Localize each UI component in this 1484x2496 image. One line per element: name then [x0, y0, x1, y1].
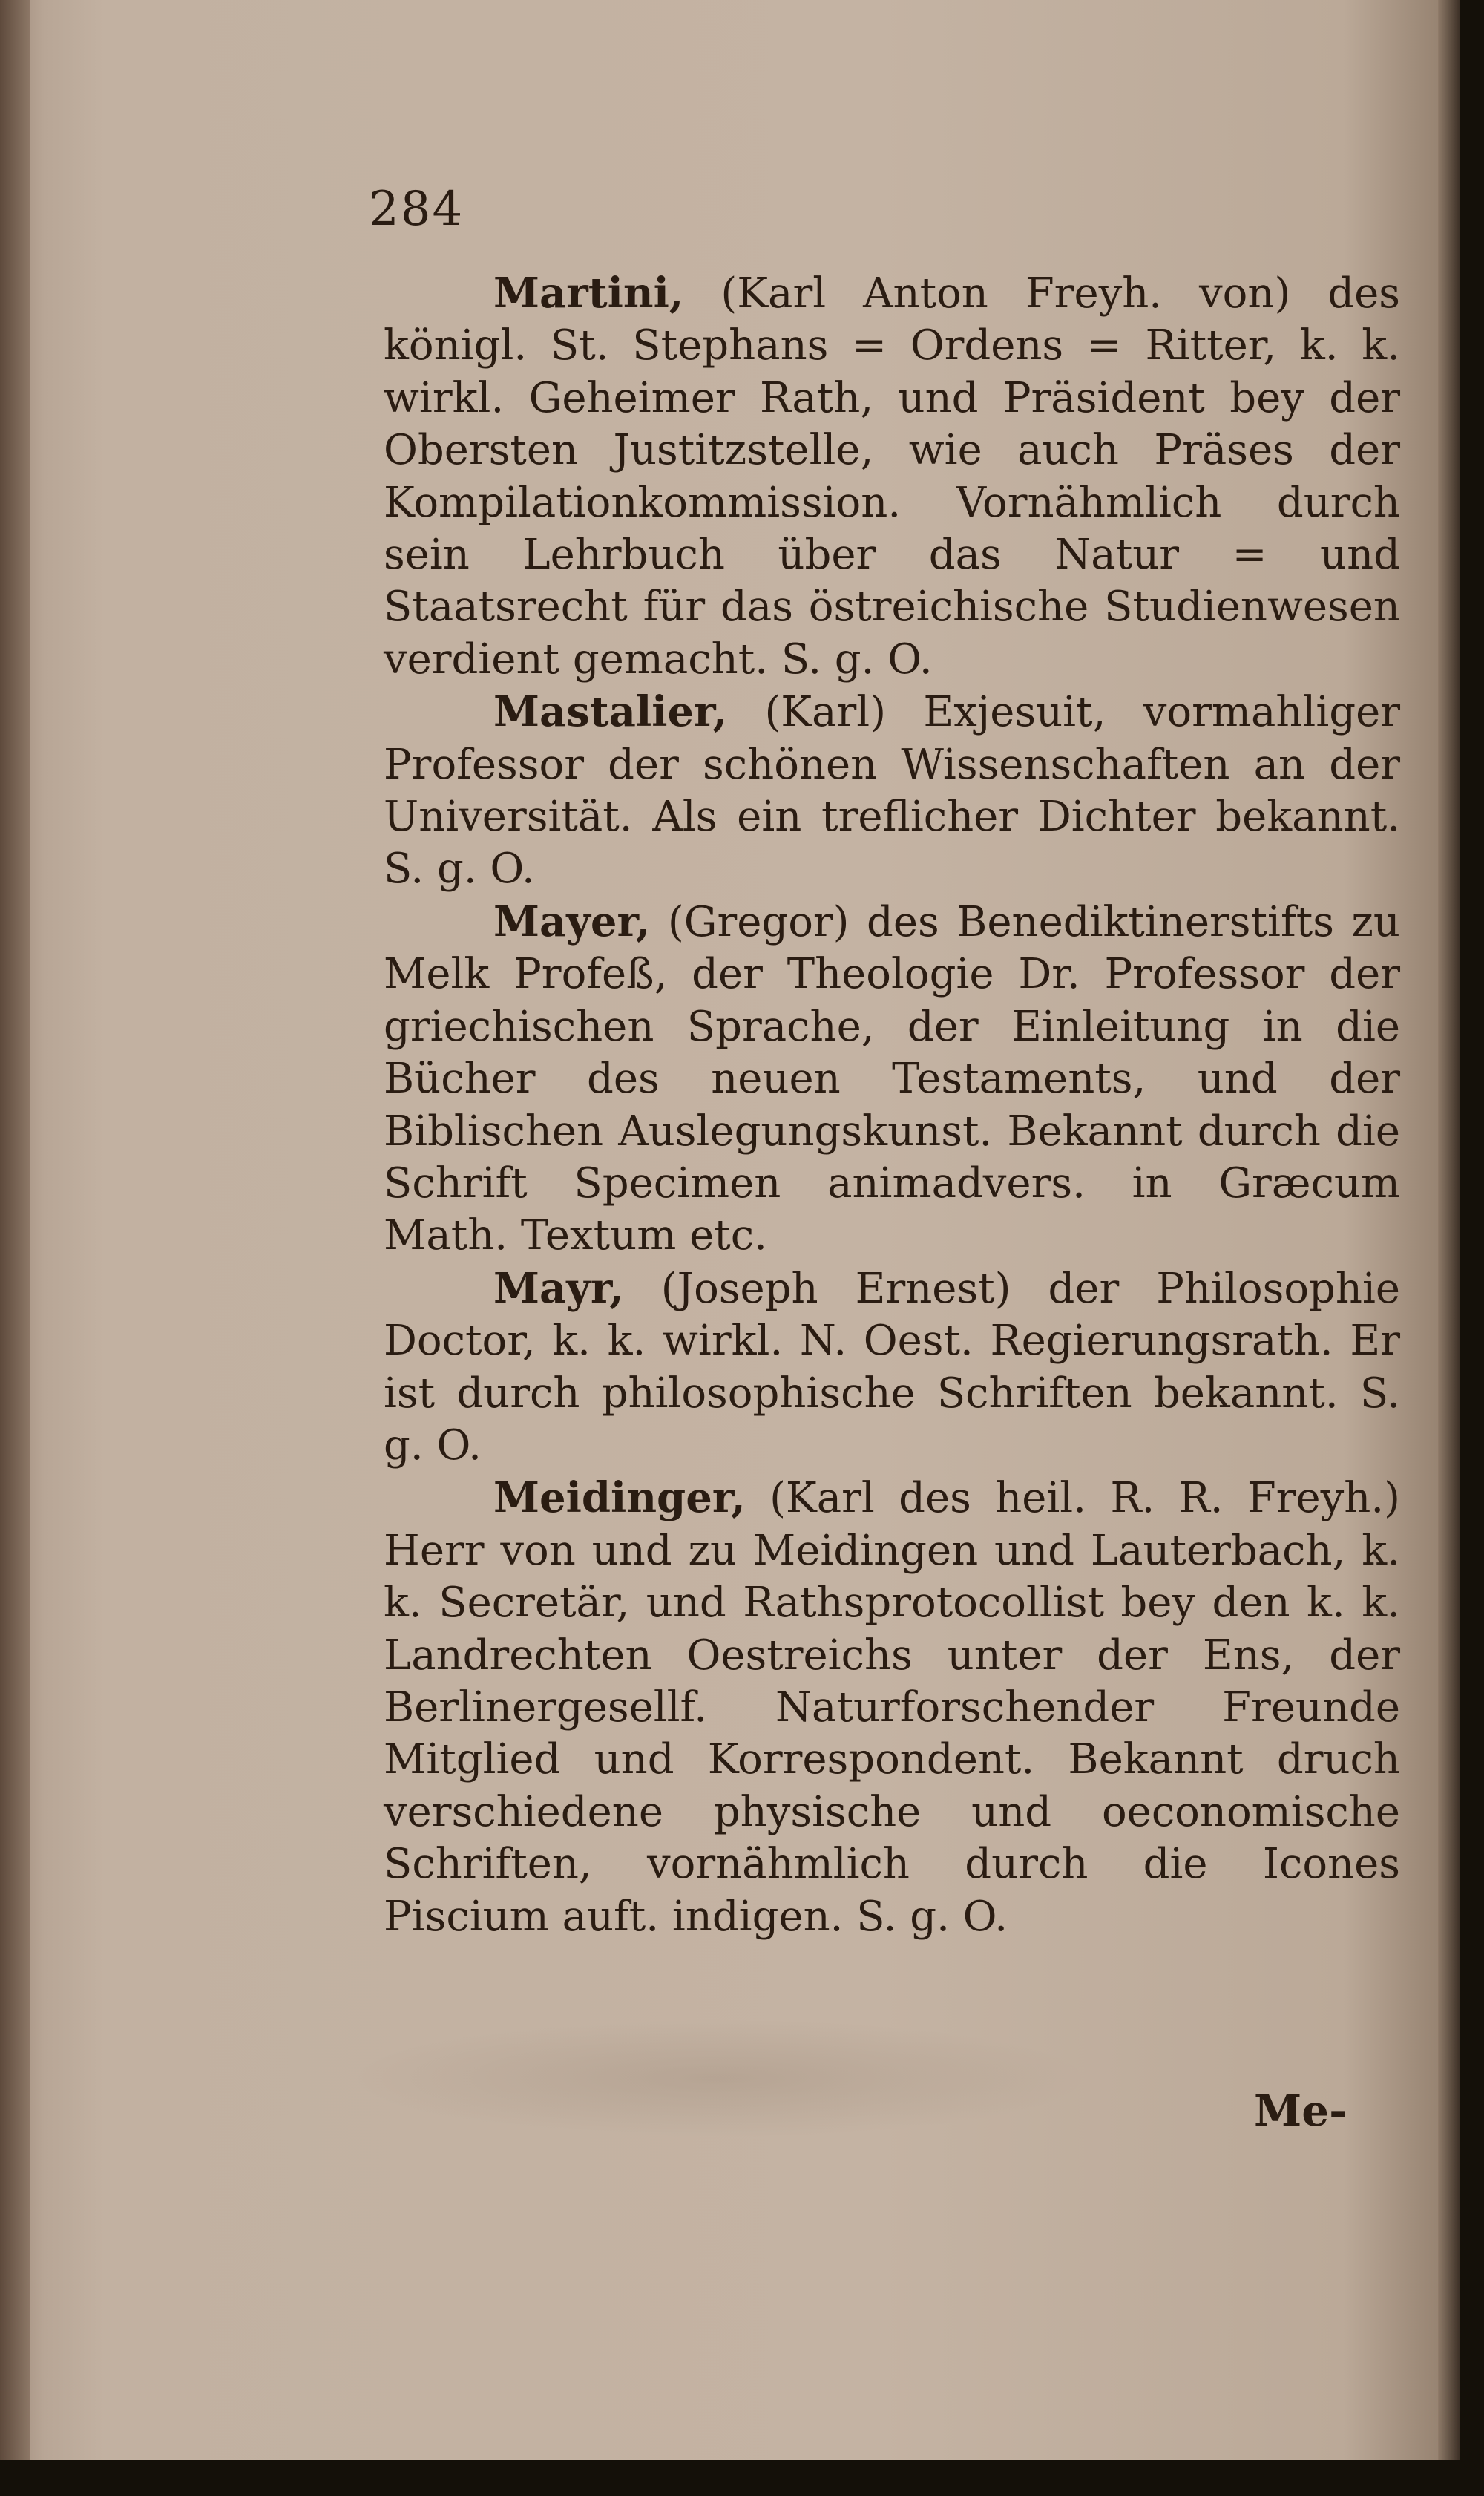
entries-list	[384, 267, 1400, 1943]
entry-text: (Karl des heil. R. R. Freyh.) Herr von und zu Meidingen und Lauterbach, k. k. Secretär, und Rathsprotocollist bey den k. k. Landrechten Oestreichs unter der Ens, der Berlinergesellf. Naturforschender Freunde Mitglied und Korrespondent. Bekannt druch verschiedene physische und oeconomische Schriften, vornähmlich durch die Icones Piscium auft. indigen. S. g. O.	[384, 1474, 1400, 1941]
page-number: 284	[369, 182, 464, 237]
entry-martini	[384, 267, 1400, 686]
page-edge	[1438, 0, 1460, 2460]
entry-name: Mastalier,	[493, 687, 728, 737]
entry-meidinger	[384, 1472, 1400, 1943]
entry-mayer	[384, 896, 1400, 1262]
entry-text: (Gregor) des Benediktinerstifts zu Melk Profeß, der Theologie Dr. Professor der griechischen Sprache, der Einleitung in die Bücher des neuen Testaments, und der Biblischen Auslegungskunst. Bekannt durch die Schrift Specimen animadvers. in Græcum Math. Textum etc.	[384, 897, 1400, 1260]
entry-name: Mayr,	[493, 1263, 624, 1313]
entry-text: (Karl Anton Freyh. von) des königl. St. Stephans = Ordens = Ritter, k. k. wirkl. Geheimer Rath, und Präsident bey der Obersten Justitzstelle, wie auch Präses der Kompilationkommission. Vornähmlich durch sein Lehrbuch über das Natur = und Staatsrecht für das östreichische Studienwesen verdient gemacht. S. g. O.	[384, 269, 1400, 684]
book-spine	[0, 0, 30, 2460]
paper-stain	[349, 2019, 1091, 2138]
entry-mastalier	[384, 686, 1400, 896]
entry-mayr	[384, 1262, 1400, 1473]
entry-name: Mayer,	[493, 897, 651, 946]
entry-name: Meidinger,	[493, 1473, 746, 1523]
catchword: Me-	[1254, 2086, 1347, 2136]
entry-name: Martini,	[493, 269, 684, 318]
entry-text: (Karl) Exjesuit, vormahliger Professor der schönen Wissenschaften an der Universität. Als ein treflicher Dichter bekannt. S. g. O.	[384, 688, 1400, 894]
entry-text: (Joseph Ernest) der Philosophie Doctor, k. k. wirkl. N. Oest. Regierungsrath. Er ist durch philosophische Schriften bekannt. S. g. O.	[384, 1264, 1400, 1470]
